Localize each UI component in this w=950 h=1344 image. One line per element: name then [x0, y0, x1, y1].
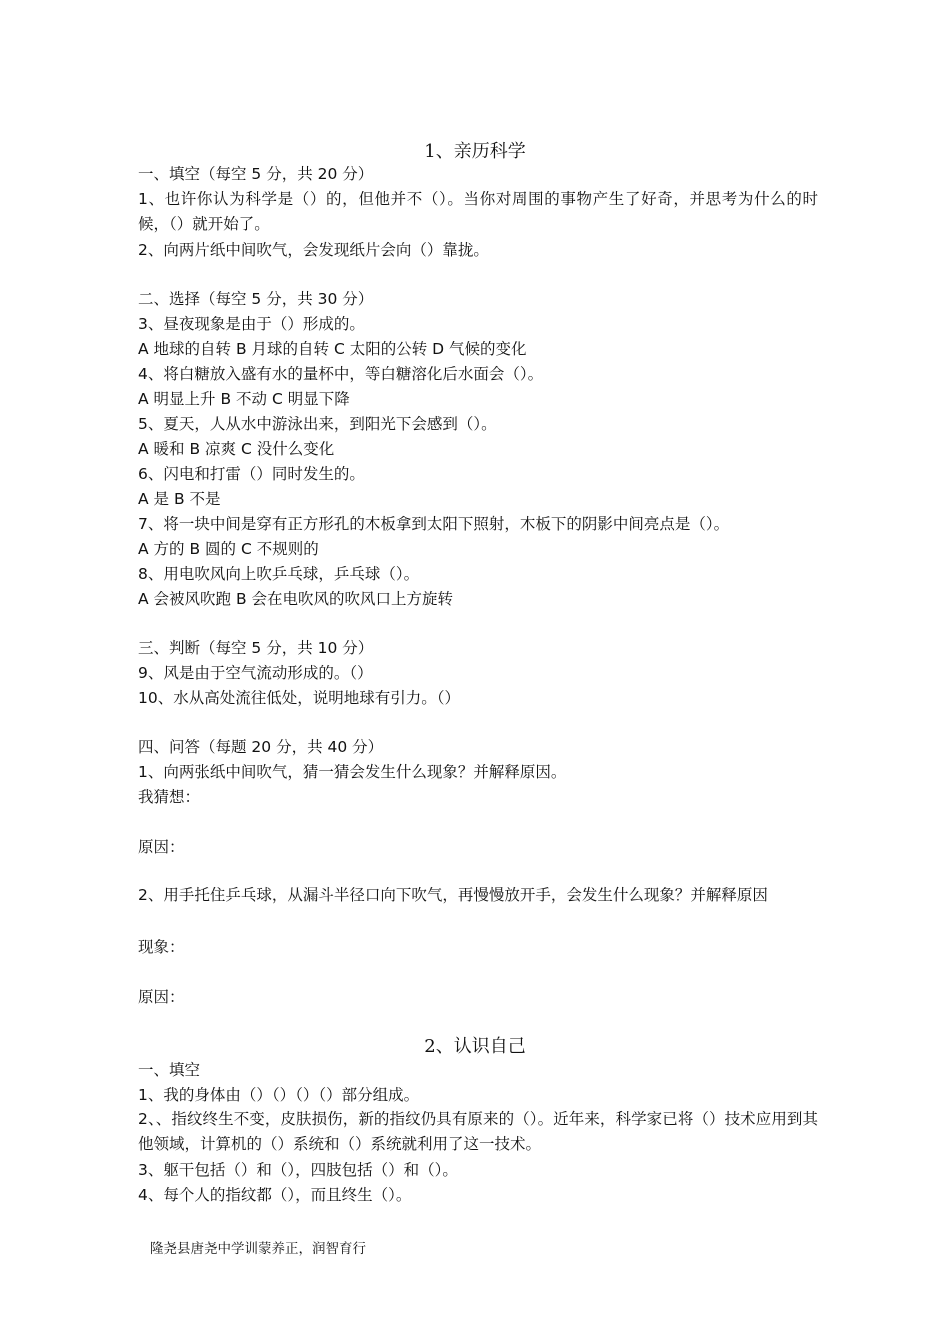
part1-qa-1-reason-label: 原因：: [138, 838, 185, 856]
part2-question-3: 3、躯干包括（）和（），四肢包括（）和（）。: [138, 1161, 458, 1179]
page-footer: 隆尧县唐尧中学训蒙养正，润智育行: [150, 1241, 366, 1257]
part1-question-7-options: A 方的 B 圆的 C 不规则的: [138, 540, 319, 558]
part1-qa-1: 1、向两张纸中间吹气，猜一猜会发生什么现象？并解释原因。: [138, 763, 567, 781]
part1-question-8: 8、用电吹风向上吹乒乓球，乒乓球（）。: [138, 565, 420, 583]
part2-question-1: 1、我的身体由（）（）（）（）部分组成。: [138, 1086, 420, 1104]
part1-qa-2-reason-label: 原因：: [138, 988, 185, 1006]
part1-question-5: 5、夏天，人从水中游泳出来，到阳光下会感到（）。: [138, 415, 497, 433]
part1-qa-2-phenomenon-label: 现象：: [138, 938, 185, 956]
part1-section4-heading: 四、问答（每题 20 分，共 40 分）: [138, 738, 384, 756]
part1-section1-heading: 一、填空（每空 5 分，共 20 分）: [138, 165, 374, 183]
part1-title: 1、亲历科学: [424, 141, 526, 162]
part2-question-2: 2、、指纹终生不变，皮肤损伤，新的指纹仍具有原来的（）。近年来，科学家已将（）技术应用到其他领域，计算机的（）系统和（）系统就利用了这一技术。: [138, 1110, 818, 1153]
part1-section2-heading: 二、选择（每空 5 分，共 30 分）: [138, 290, 374, 308]
part1-question-9: 9、风是由于空气流动形成的。（）: [138, 664, 373, 682]
part1-question-6: 6、闪电和打雷（）同时发生的。: [138, 465, 365, 483]
part1-question-4-options: A 明显上升 B 不动 C 明显下降: [138, 390, 350, 408]
part1-question-2: 2、向两片纸中间吹气，会发现纸片会向（）靠拢。: [138, 241, 489, 259]
part1-question-3-options: A 地球的自转 B 月球的自转 C 太阳的公转 D 气候的变化: [138, 340, 527, 358]
part1-question-1: 1、也许你认为科学是（）的，但他并不（）。当你对周围的事物产生了好奇，并思考为什么的时候，（）就开始了。: [138, 190, 818, 233]
part1-question-3: 3、昼夜现象是由于（）形成的。: [138, 315, 365, 333]
part1-question-8-options: A 会被风吹跑 B 会在电吹风的吹风口上方旋转: [138, 590, 454, 608]
part2-section1-heading: 一、填空: [138, 1061, 201, 1079]
part2-title: 2、认识自己: [424, 1036, 526, 1057]
part1-question-5-options: A 暖和 B 凉爽 C 没什么变化: [138, 440, 335, 458]
part1-question-7: 7、将一块中间是穿有正方形孔的木板拿到太阳下照射，木板下的阴影中间亮点是（）。: [138, 515, 730, 533]
part1-question-4: 4、将白糖放入盛有水的量杯中，等白糖溶化后水面会（）。: [138, 365, 544, 383]
part1-question-10: 10、水从高处流往低处，说明地球有引力。（）: [138, 689, 460, 707]
part1-qa-2: 2、用手托住乒乓球，从漏斗半径口向下吹气，再慢慢放开手，会发生什么现象？并解释原因: [138, 886, 768, 904]
part2-question-4: 4、每个人的指纹都（），而且终生（）。: [138, 1186, 412, 1204]
part1-qa-1-guess-label: 我猜想：: [138, 788, 201, 806]
part1-section3-heading: 三、判断（每空 5 分，共 10 分）: [138, 639, 374, 657]
part1-question-6-options: A 是 B 不是: [138, 490, 221, 508]
